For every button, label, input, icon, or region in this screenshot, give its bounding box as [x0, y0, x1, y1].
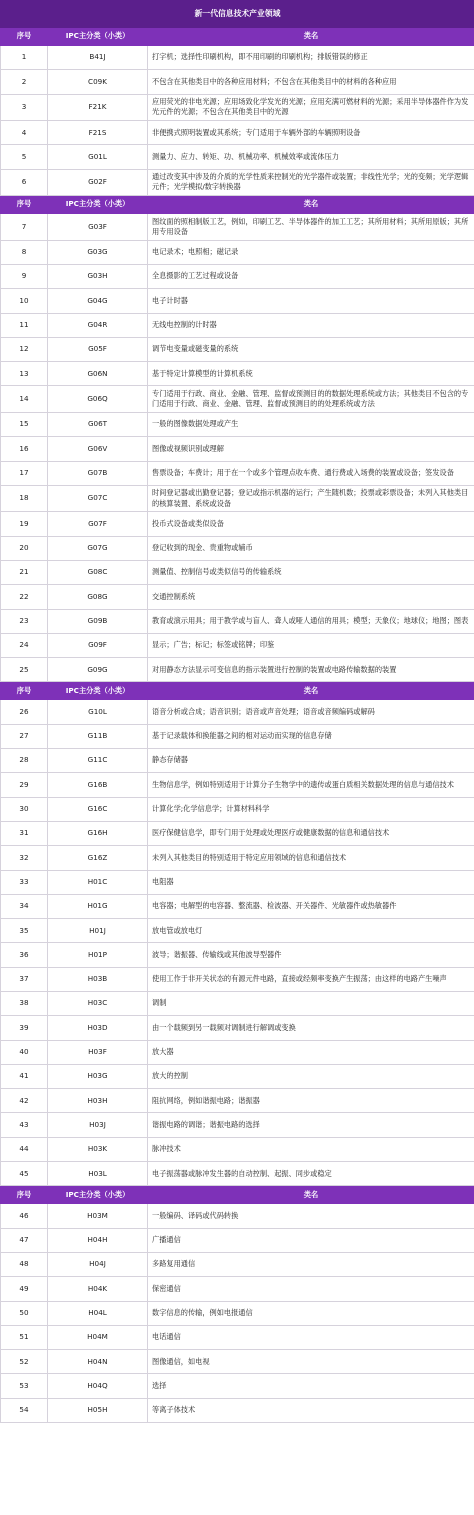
- row-ipc-code: H03D: [48, 1016, 148, 1040]
- row-seq: 19: [1, 512, 48, 536]
- row-ipc-code: G07C: [48, 485, 148, 512]
- table-row: [1, 264, 474, 288]
- row-class-name: 放大器: [148, 1040, 474, 1064]
- header-name: 类名: [148, 1186, 474, 1204]
- row-seq: 40: [1, 1040, 48, 1064]
- row-ipc-code: H03B: [48, 967, 148, 991]
- row-class-name: 教育或演示用具；用于教学或与盲人、聋人或哑人通信的用具；模型；天象仪；地球仪；地图；图表: [148, 609, 474, 633]
- row-ipc-code: H04J: [48, 1252, 148, 1276]
- row-seq: 45: [1, 1162, 48, 1186]
- row-class-name: 选择: [148, 1374, 474, 1398]
- table-row: [1, 1350, 474, 1374]
- table-title-row: [1, 1, 474, 28]
- table-row: [1, 1064, 474, 1088]
- row-ipc-code: G06Q: [48, 386, 148, 413]
- row-ipc-code: H03K: [48, 1137, 148, 1161]
- table-row: [1, 362, 474, 386]
- table-row: [1, 992, 474, 1016]
- row-ipc-code: H01C: [48, 870, 148, 894]
- row-class-name: 不包含在其他类目中的各种应用材料；不包含在其他类目中的材料的各种应用: [148, 70, 474, 94]
- table-row: [1, 797, 474, 821]
- header-name: 类名: [148, 682, 474, 700]
- row-class-name: 一般编码、译码或代码转换: [148, 1204, 474, 1228]
- row-ipc-code: G10L: [48, 700, 148, 724]
- row-ipc-code: G09G: [48, 658, 148, 682]
- row-class-name: 计算化学;化学信息学；计算材料科学: [148, 797, 474, 821]
- row-ipc-code: G03H: [48, 264, 148, 288]
- row-ipc-code: G03F: [48, 214, 148, 241]
- row-seq: 16: [1, 437, 48, 461]
- table-row: [1, 536, 474, 560]
- table-row: [1, 943, 474, 967]
- table-row: [1, 94, 474, 121]
- column-header-row: [1, 196, 474, 214]
- row-seq: 7: [1, 214, 48, 241]
- row-class-name: 全息摄影的工艺过程或设备: [148, 264, 474, 288]
- table-row: [1, 1040, 474, 1064]
- row-ipc-code: B41J: [48, 46, 148, 70]
- row-seq: 39: [1, 1016, 48, 1040]
- table-row: [1, 145, 474, 169]
- row-class-name: 医疗保健信息学，即专门用于处理或处理医疗或健康数据的信息和通信技术: [148, 821, 474, 845]
- table-row: [1, 1016, 474, 1040]
- row-class-name: 测量值、控制信号或类似信号的传输系统: [148, 560, 474, 584]
- table-row: [1, 609, 474, 633]
- row-class-name: 售票设备；车费计；用于在一个或多个管理点收车费、通行费或入场费的装置或设备；签发设备: [148, 461, 474, 485]
- header-ipc: IPC主分类（小类）: [48, 682, 148, 700]
- row-seq: 9: [1, 264, 48, 288]
- row-ipc-code: H01G: [48, 894, 148, 918]
- row-ipc-code: G16Z: [48, 846, 148, 870]
- row-seq: 17: [1, 461, 48, 485]
- row-class-name: 电子振荡器或脉冲发生器的自动控制、起振、同步或稳定: [148, 1162, 474, 1186]
- row-seq: 4: [1, 121, 48, 145]
- row-seq: 52: [1, 1350, 48, 1374]
- column-header-row: [1, 28, 474, 46]
- table-row: [1, 1162, 474, 1186]
- row-ipc-code: G08G: [48, 585, 148, 609]
- table-row: [1, 1252, 474, 1276]
- row-seq: 23: [1, 609, 48, 633]
- table-row: [1, 337, 474, 361]
- table-row: [1, 1228, 474, 1252]
- row-ipc-code: G06V: [48, 437, 148, 461]
- table-row: [1, 461, 474, 485]
- row-seq: 28: [1, 749, 48, 773]
- row-seq: 32: [1, 846, 48, 870]
- row-class-name: 无线电控制的计时器: [148, 313, 474, 337]
- row-class-name: 放大的控制: [148, 1064, 474, 1088]
- table-row: [1, 585, 474, 609]
- row-seq: 33: [1, 870, 48, 894]
- table-row: [1, 386, 474, 413]
- row-class-name: 调节电变量或磁变量的系统: [148, 337, 474, 361]
- row-class-name: 调制: [148, 992, 474, 1016]
- table-row: [1, 749, 474, 773]
- table-row: [1, 870, 474, 894]
- table-row: [1, 512, 474, 536]
- row-class-name: 应用荧光的非电光源；应用场致化学发光的光源；应用充满可燃材料的光源；采用半导体器件作为发光元件的光源；不包含在其他类目中的光源: [148, 94, 474, 121]
- row-seq: 43: [1, 1113, 48, 1137]
- row-ipc-code: H03J: [48, 1113, 148, 1137]
- row-class-name: 生物信息学，例如特别适用于计算分子生物学中的遗传或蛋白质相关数据处理的信息与通信技术: [148, 773, 474, 797]
- row-ipc-code: G03G: [48, 240, 148, 264]
- table-row: [1, 700, 474, 724]
- row-seq: 53: [1, 1374, 48, 1398]
- table-row: [1, 214, 474, 241]
- row-class-name: 登记收到的现金、贵重物或辅币: [148, 536, 474, 560]
- row-class-name: 通过改变其中涉及的介质的光学性质来控制光的光学器件或装置；非线性光学；光的变频；光学逻辑元件；光学模拟/数字转换器: [148, 169, 474, 196]
- table-row: [1, 240, 474, 264]
- row-ipc-code: H03L: [48, 1162, 148, 1186]
- row-ipc-code: G01L: [48, 145, 148, 169]
- row-seq: 42: [1, 1089, 48, 1113]
- row-class-name: 打字机；选择性印刷机构，即不用印刷的印刷机构；排版错误的修正: [148, 46, 474, 70]
- row-class-name: 广播通信: [148, 1228, 474, 1252]
- table-row: [1, 1277, 474, 1301]
- row-seq: 36: [1, 943, 48, 967]
- table-row: [1, 821, 474, 845]
- table-row: [1, 437, 474, 461]
- header-seq: 序号: [1, 1186, 48, 1204]
- row-ipc-code: H01P: [48, 943, 148, 967]
- row-class-name: 保密通信: [148, 1277, 474, 1301]
- row-ipc-code: G16C: [48, 797, 148, 821]
- row-class-name: 对用静态方法显示可变信息的指示装置进行控制的装置或电路传输数据的装置: [148, 658, 474, 682]
- row-ipc-code: H03M: [48, 1204, 148, 1228]
- row-class-name: 静态存储器: [148, 749, 474, 773]
- row-seq: 13: [1, 362, 48, 386]
- row-ipc-code: G07B: [48, 461, 148, 485]
- row-seq: 26: [1, 700, 48, 724]
- row-class-name: 谐振电路的调谐；谐振电路的选择: [148, 1113, 474, 1137]
- header-ipc: IPC主分类（小类）: [48, 196, 148, 214]
- table-row: [1, 1398, 474, 1422]
- table-row: [1, 1301, 474, 1325]
- row-ipc-code: H05H: [48, 1398, 148, 1422]
- row-class-name: 交通控制系统: [148, 585, 474, 609]
- row-ipc-code: G06T: [48, 412, 148, 436]
- table-row: [1, 919, 474, 943]
- row-ipc-code: H01J: [48, 919, 148, 943]
- row-class-name: 多路复用通信: [148, 1252, 474, 1276]
- row-seq: 10: [1, 289, 48, 313]
- row-ipc-code: G09F: [48, 633, 148, 657]
- row-class-name: 由一个载频到另一载频对调制进行解调或变换: [148, 1016, 474, 1040]
- row-seq: 49: [1, 1277, 48, 1301]
- row-ipc-code: H04N: [48, 1350, 148, 1374]
- row-class-name: 非便携式照明装置或其系统；专门适用于车辆外部的车辆照明设备: [148, 121, 474, 145]
- row-seq: 11: [1, 313, 48, 337]
- row-ipc-code: G11B: [48, 724, 148, 748]
- row-class-name: 电阻器: [148, 870, 474, 894]
- row-ipc-code: G09B: [48, 609, 148, 633]
- table-row: [1, 289, 474, 313]
- column-header-row: [1, 682, 474, 700]
- row-ipc-code: G16H: [48, 821, 148, 845]
- row-ipc-code: H04M: [48, 1325, 148, 1349]
- row-ipc-code: H04Q: [48, 1374, 148, 1398]
- table-row: [1, 1374, 474, 1398]
- row-class-name: 基于记录载体和换能器之间的相对运动而实现的信息存储: [148, 724, 474, 748]
- row-seq: 37: [1, 967, 48, 991]
- row-seq: 20: [1, 536, 48, 560]
- row-ipc-code: H04K: [48, 1277, 148, 1301]
- table-row: [1, 1113, 474, 1137]
- row-seq: 34: [1, 894, 48, 918]
- row-seq: 5: [1, 145, 48, 169]
- row-class-name: 图像通信，如电视: [148, 1350, 474, 1374]
- table-row: [1, 1325, 474, 1349]
- row-class-name: 专门适用于行政、商业、金融、管理、监督或预测目的的数据处理系统或方法；其他类目不包含的专门适用于行政、商业、金融、管理、监督或预测目的的处理系统或方法: [148, 386, 474, 413]
- row-ipc-code: G08C: [48, 560, 148, 584]
- table-row: [1, 658, 474, 682]
- row-seq: 22: [1, 585, 48, 609]
- row-class-name: 数字信息的传输，例如电报通信: [148, 1301, 474, 1325]
- row-seq: 30: [1, 797, 48, 821]
- row-seq: 41: [1, 1064, 48, 1088]
- row-seq: 18: [1, 485, 48, 512]
- header-name: 类名: [148, 196, 474, 214]
- row-ipc-code: H03C: [48, 992, 148, 1016]
- table-row: [1, 412, 474, 436]
- row-class-name: 阻抗网络，例如谐振电路；谐振器: [148, 1089, 474, 1113]
- row-class-name: 等离子体技术: [148, 1398, 474, 1422]
- row-class-name: 放电管或放电灯: [148, 919, 474, 943]
- row-seq: 51: [1, 1325, 48, 1349]
- row-class-name: 电话通信: [148, 1325, 474, 1349]
- header-name: 类名: [148, 28, 474, 46]
- table-row: [1, 70, 474, 94]
- row-seq: 6: [1, 169, 48, 196]
- header-ipc: IPC主分类（小类）: [48, 1186, 148, 1204]
- row-seq: 48: [1, 1252, 48, 1276]
- row-seq: 50: [1, 1301, 48, 1325]
- table-row: [1, 46, 474, 70]
- row-class-name: 时间登记器或出勤登记器；登记或指示机器的运行；产生随机数；投票或彩票设备；未列入其他类目的核算装置、系统或设备: [148, 485, 474, 512]
- table-row: [1, 313, 474, 337]
- row-ipc-code: G04G: [48, 289, 148, 313]
- table-row: [1, 1137, 474, 1161]
- row-ipc-code: G04R: [48, 313, 148, 337]
- row-seq: 8: [1, 240, 48, 264]
- row-class-name: 测量力、应力、转矩、功、机械功率、机械效率或流体压力: [148, 145, 474, 169]
- row-seq: 21: [1, 560, 48, 584]
- row-class-name: 显示；广告；标记；标签或铭牌；印鉴: [148, 633, 474, 657]
- row-class-name: 语音分析或合成；语音识别；语音或声音处理；语音或音频编码或解码: [148, 700, 474, 724]
- row-seq: 47: [1, 1228, 48, 1252]
- row-ipc-code: H04H: [48, 1228, 148, 1252]
- row-class-name: 图纹面的照相制版工艺，例如，印刷工艺、半导体器件的加工工艺；其所用材料；其所用原版；其所用专用设备: [148, 214, 474, 241]
- table-row: [1, 485, 474, 512]
- table-row: [1, 121, 474, 145]
- row-ipc-code: G02F: [48, 169, 148, 196]
- row-seq: 1: [1, 46, 48, 70]
- row-seq: 3: [1, 94, 48, 121]
- table-row: [1, 846, 474, 870]
- row-ipc-code: H03H: [48, 1089, 148, 1113]
- row-ipc-code: H03F: [48, 1040, 148, 1064]
- table-row: [1, 560, 474, 584]
- row-ipc-code: H03G: [48, 1064, 148, 1088]
- row-seq: 24: [1, 633, 48, 657]
- row-class-name: 电容器；电解型的电容器、整流器、检波器、开关器件、光敏器件或热敏器件: [148, 894, 474, 918]
- row-class-name: 电记录术；电照相；磁记录: [148, 240, 474, 264]
- row-class-name: 电子计时器: [148, 289, 474, 313]
- table-title: 新一代信息技术产业领域: [1, 1, 474, 28]
- row-ipc-code: G05F: [48, 337, 148, 361]
- table-row: [1, 633, 474, 657]
- row-class-name: 一般的图像数据处理或产生: [148, 412, 474, 436]
- row-class-name: 投币式设备或类似设备: [148, 512, 474, 536]
- table-row: [1, 967, 474, 991]
- header-seq: 序号: [1, 196, 48, 214]
- row-seq: 38: [1, 992, 48, 1016]
- row-seq: 54: [1, 1398, 48, 1422]
- row-class-name: 图像或视频识别或理解: [148, 437, 474, 461]
- table-row: [1, 1204, 474, 1228]
- row-ipc-code: F21K: [48, 94, 148, 121]
- row-ipc-code: G11C: [48, 749, 148, 773]
- row-ipc-code: G07F: [48, 512, 148, 536]
- row-seq: 44: [1, 1137, 48, 1161]
- row-ipc-code: C09K: [48, 70, 148, 94]
- header-seq: 序号: [1, 28, 48, 46]
- table-row: [1, 773, 474, 797]
- row-seq: 35: [1, 919, 48, 943]
- row-ipc-code: G16B: [48, 773, 148, 797]
- row-class-name: 未列入其他类目的特别适用于特定应用领域的信息和通信技术: [148, 846, 474, 870]
- row-seq: 29: [1, 773, 48, 797]
- column-header-row: [1, 1186, 474, 1204]
- row-seq: 25: [1, 658, 48, 682]
- row-seq: 12: [1, 337, 48, 361]
- row-class-name: 脉冲技术: [148, 1137, 474, 1161]
- table-row: [1, 1089, 474, 1113]
- row-ipc-code: G07G: [48, 536, 148, 560]
- table-row: [1, 169, 474, 196]
- row-ipc-code: H04L: [48, 1301, 148, 1325]
- row-seq: 15: [1, 412, 48, 436]
- row-seq: 14: [1, 386, 48, 413]
- header-seq: 序号: [1, 682, 48, 700]
- row-seq: 46: [1, 1204, 48, 1228]
- row-ipc-code: G06N: [48, 362, 148, 386]
- table-row: [1, 894, 474, 918]
- header-ipc: IPC主分类（小类）: [48, 28, 148, 46]
- row-seq: 31: [1, 821, 48, 845]
- row-class-name: 使用工作于非开关状态的有源元件电路，直接或经频率变换产生振荡；由这样的电路产生噪声: [148, 967, 474, 991]
- row-ipc-code: F21S: [48, 121, 148, 145]
- row-seq: 27: [1, 724, 48, 748]
- row-seq: 2: [1, 70, 48, 94]
- table-row: [1, 724, 474, 748]
- row-class-name: 基于特定计算模型的计算机系统: [148, 362, 474, 386]
- table-body: [1, 1, 474, 1423]
- row-class-name: 波导；谐振器、传输线或其他波导型器件: [148, 943, 474, 967]
